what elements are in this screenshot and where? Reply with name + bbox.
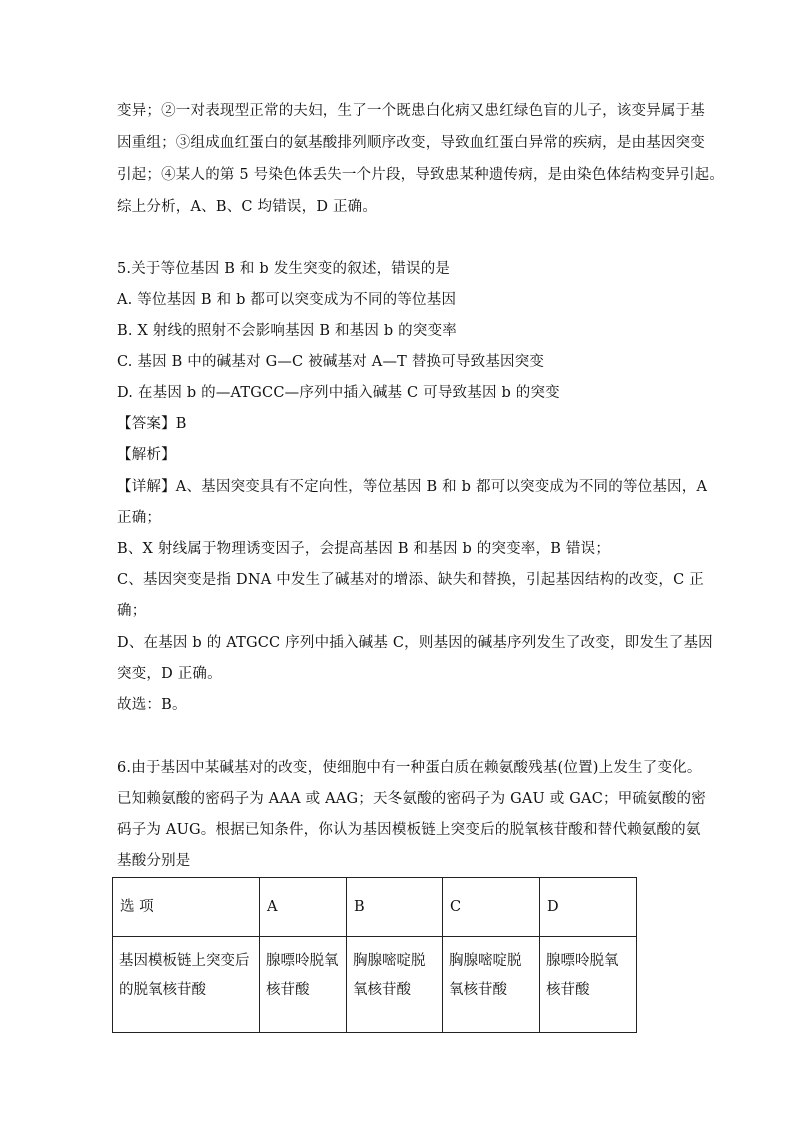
question-6-stem: 6.由于基因中某碱基对的改变，使细胞中有一种蛋白质在赖氨酸残基(位置)上发生了变化。 — [117, 760, 702, 776]
option-d: D. 在基因 b 的—ATGCC—序列中插入碱基 C 可导致基因 b 的突变 — [117, 385, 560, 401]
detail-line: D、在基因 b 的 ATGCC 序列中插入碱基 C，则基因的碱基序列发生了改变，即发生了基因 — [117, 635, 713, 651]
table-header-cell: 选 项 — [113, 878, 260, 937]
table-header-row — [113, 878, 637, 937]
answer-label: 【答案】B — [117, 416, 187, 432]
table-cell: 基因模板链上突变后的脱氧核苷酸 — [113, 937, 260, 1033]
detail-line: B、X 射线属于物理诱变因子，会提高基因 B 和基因 b 的突变率，B 错误； — [117, 541, 611, 557]
question-6-stem: 基酸分别是 — [117, 853, 191, 869]
table-cell: 胸腺嘧啶脱氧核苷酸 — [443, 937, 540, 1033]
detail-line: 确； — [117, 603, 147, 619]
text-line: 变异；②一对表现型正常的夫妇，生了一个既患白化病又患红绿色盲的儿子，该变异属于基 — [117, 103, 705, 119]
table-cell: 腺嘌呤脱氧核苷酸 — [260, 937, 347, 1033]
detail-line: 【详解】A、基因突变具有不定向性，等位基因 B 和 b 都可以突变成为不同的等位基因，A — [117, 479, 708, 495]
table-row — [113, 937, 637, 1033]
table-header-cell: D — [540, 878, 637, 937]
analysis-label: 【解析】 — [117, 447, 176, 463]
text-line: 综上分析，A、B、C 均错误，D 正确。 — [117, 199, 378, 215]
conclusion-line: 故选：B。 — [117, 697, 187, 713]
table-header-cell: C — [443, 878, 540, 937]
option-c: C. 基因 B 中的碱基对 G—C 被碱基对 A—T 替换可导致基因突变 — [117, 354, 545, 370]
detail-line: C、基因突变是指 DNA 中发生了碱基对的增添、缺失和替换，引起基因结构的改变，C 正 — [117, 572, 704, 588]
question-6-stem: 码子为 AUG。根据已知条件，你认为基因模板链上突变后的脱氧核苷酸和替代赖氨酸的氨 — [117, 822, 701, 838]
options-table — [112, 877, 637, 1033]
option-b: B. X 射线的照射不会影响基因 B 和基因 b 的突变率 — [117, 323, 457, 339]
table-header-cell: A — [260, 878, 347, 937]
table-cell: 胸腺嘧啶脱氧核苷酸 — [347, 937, 443, 1033]
text-line: 引起；④某人的第 5 号染色体丢失一个片段，导致患某种遗传病，是由染色体结构变异引起。 — [117, 167, 725, 183]
table-header-cell: B — [347, 878, 443, 937]
table-cell: 腺嘌呤脱氧核苷酸 — [540, 937, 637, 1033]
option-a: A. 等位基因 B 和 b 都可以突变成为不同的等位基因 — [117, 292, 457, 308]
detail-line: 突变，D 正确。 — [117, 666, 222, 682]
text-line: 因重组；③组成血红蛋白的氨基酸排列顺序改变，导致血红蛋白异常的疾病，是由基因突变 — [117, 135, 705, 151]
question-5-stem: 5.关于等位基因 B 和 b 发生突变的叙述，错误的是 — [117, 261, 451, 277]
question-6-stem: 已知赖氨酸的密码子为 AAA 或 AAG；天冬氨酸的密码子为 GAU 或 GAC；甲硫氨酸的密 — [117, 791, 706, 807]
detail-line: 正确； — [117, 510, 162, 526]
